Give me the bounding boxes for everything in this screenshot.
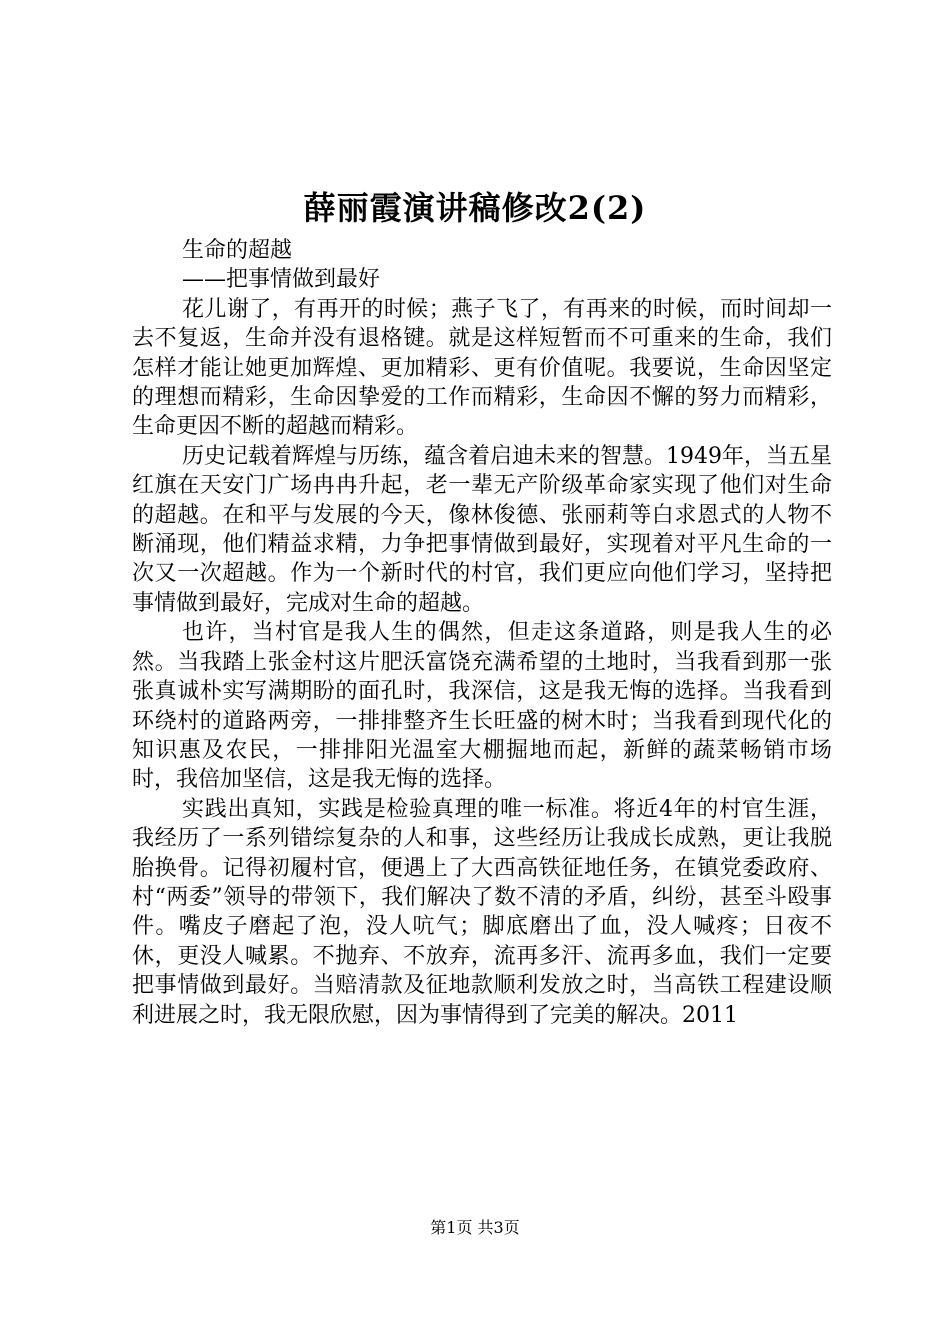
document-body (132, 236, 832, 1030)
paragraph-3: 也许，当村官是我人生的偶然，但走这条道路，则是我人生的必然。当我踏上张金村这片肥沃富饶充满希望的土地时，当我看到那一张张真诚朴实写满期盼的面孔时，我深信，这是我无悔的选择。当我看到环绕村的道路两旁，一排排整齐生长旺盛的树木时；当我看到现代化的知识惠及农民，一排排阳光温室大棚掘地而起，新鲜的蔬菜畅销市场时，我倍加坚信，这是我无悔的选择。 (132, 620, 832, 793)
paragraph-2: 历史记载着辉煌与历练，蕴含着启迪未来的智慧。1949年，当五星红旗在天安门广场冉冉升起，老一辈无产阶级革命家实现了他们对生命的超越。在和平与发展的今天，像林俊德、张丽莉等白求恩式的人物不断涌现，他们精益求精，力争把事情做到最好，实现着对平凡生命的一次又一次超越。作为一个新时代的村官，我们更应向他们学习，坚持把事情做到最好，完成对生命的超越。 (132, 443, 832, 616)
paragraph-4: 实践出真知，实践是检验真理的唯一标准。将近4年的村官生涯，我经历了一系列错综复杂的人和事，这些经历让我成长成熟，更让我脱胎换骨。记得初履村官，便遇上了大西高铁征地任务，在镇党委政府、村“两委”领导的带领下，我们解决了数不清的矛盾，纠纷，甚至斗殴事件。嘴皮子磨起了泡，没人吭气；脚底磨出了血，没人喊疼；日夜不休，更没人喊累。不抛弃、不放弃，流再多汗、流再多血，我们一定要把事情做到最好。当赔清款及征地款顺利发放之时，当高铁工程建设顺利进展之时，我无限欣慰，因为事情得到了完美的解决。2011 (132, 796, 832, 1028)
paragraph-1: 花儿谢了，有再开的时候；燕子飞了，有再来的时候，而时间却一去不复返，生命并没有退格键。就是这样短暂而不可重来的生命，我们怎样才能让她更加辉煌、更加精彩、更有价值呢。我要说，生命因坚定的理想而精彩，生命因挚爱的工作而精彩，生命因不懈的努力而精彩，生命更因不断的超越而精彩。 (132, 296, 832, 440)
document-title: 薛丽霞演讲稿修改2(2) (303, 189, 647, 227)
page-footer: 第1页 共3页 (430, 1218, 520, 1237)
subtitle-secondary: ——把事情做到最好 (182, 267, 381, 293)
subtitle-main: 生命的超越 (182, 238, 293, 263)
